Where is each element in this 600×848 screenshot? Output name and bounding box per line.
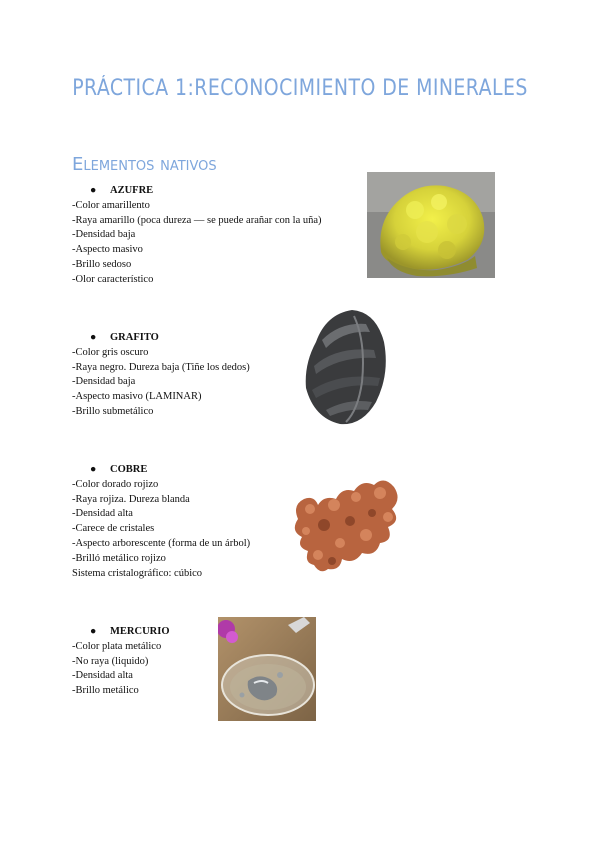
- property-line: -Color plata metálico: [72, 640, 162, 652]
- mineral-heading: [72, 463, 250, 478]
- property-line: -Densidad alta: [72, 508, 133, 520]
- page-title: PRÁCTICA 1:RECONOCIMIENTO DE MINERALES: [72, 76, 528, 101]
- mineral-name: GRAFITO: [110, 332, 159, 343]
- property-line: -Raya amarillo (poca dureza — se puede arañar con la uña): [72, 214, 322, 226]
- mineral-block-grafito: [72, 331, 250, 420]
- mineral-heading: [72, 184, 322, 199]
- property-line: -Aspecto masivo (LAMINAR): [72, 391, 202, 403]
- mineral-name: COBRE: [110, 464, 148, 475]
- property-line: -Brillo metálico: [72, 685, 139, 697]
- mineral-block-azufre: [72, 184, 322, 288]
- property-line: Sistema cristalográfico: cúbico: [72, 567, 203, 579]
- mineral-block-mercurio: [72, 625, 170, 699]
- property-line: -Carece de cristales: [72, 523, 155, 535]
- property-line: -Color gris oscuro: [72, 346, 149, 358]
- bullet-icon: ●: [90, 464, 97, 475]
- property-line: -Aspecto masivo: [72, 244, 143, 256]
- property-line: -Aspecto arborescente (forma de un árbol): [72, 537, 251, 549]
- property-line: -Raya negro. Dureza baja (Tiñe los dedos): [72, 361, 250, 373]
- property-line: -Densidad baja: [72, 229, 136, 241]
- property-line: -Color dorado rojizo: [72, 478, 159, 490]
- mineral-name: AZUFRE: [110, 185, 154, 196]
- property-line: -Densidad alta: [72, 670, 133, 682]
- graphite-photo: [296, 302, 396, 430]
- mineral-name: MERCURIO: [110, 626, 170, 637]
- property-line: -Brillo sedoso: [72, 258, 132, 270]
- mercury-photo: [218, 617, 316, 721]
- mineral-block-cobre: [72, 463, 250, 581]
- property-line: -Color amarillento: [72, 199, 150, 211]
- property-line: -No raya (liquido): [72, 655, 149, 667]
- property-line: -Olor característico: [72, 273, 154, 285]
- property-line: -Densidad baja: [72, 376, 136, 388]
- mineral-heading: [72, 625, 170, 640]
- mineral-heading: [72, 331, 250, 346]
- bullet-icon: ●: [90, 626, 97, 637]
- section-heading: Elementos nativos: [72, 154, 217, 175]
- sulfur-photo: [367, 172, 495, 278]
- bullet-icon: ●: [90, 332, 97, 343]
- property-line: -Raya rojiza. Dureza blanda: [72, 493, 190, 505]
- copper-photo: [284, 465, 408, 577]
- property-line: -Brilló metálico rojizo: [72, 552, 166, 564]
- property-line: -Brillo submetálico: [72, 405, 154, 417]
- bullet-icon: ●: [90, 185, 97, 196]
